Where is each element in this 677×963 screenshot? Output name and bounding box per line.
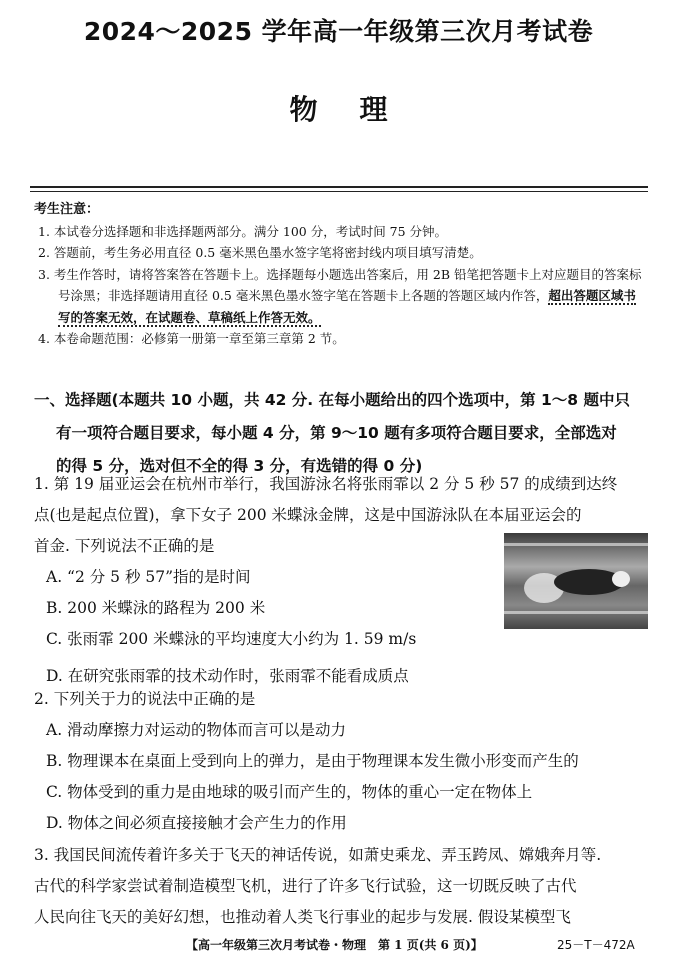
- question-3: [34, 840, 654, 933]
- question-2-option-c: C. 物体受到的重力是由地球的吸引而产生的，物体的重心一定在物体上: [46, 783, 533, 801]
- photo-lane-line: [504, 611, 648, 614]
- question-2-option-b: B. 物理课本在桌面上受到向上的弹力，是由于物理课本发生微小形变而产生的: [46, 752, 579, 770]
- footer-paper-code: 25－T－472A: [557, 938, 635, 952]
- notice-item-3-emphasis: 超出答题区域书写的答案无效，在试题卷、草稿纸上作答无效。: [58, 288, 636, 325]
- question-2-option-a: A. 滑动摩擦力对运动的物体而言可以是动力: [46, 721, 347, 739]
- notice-item-3-text: 3. 考生作答时，请将答案答在答题卡上。选择题每小题选出答案后，用 2B 铅笔把答题卡上对应题目的答案标号涂黑；非选择题请用直径 0.5 毫米黑色墨水签字笔在答题卡上各题的答题区域内作答，: [38, 266, 642, 303]
- footer-page-info: 【高一年级第三次月考试卷・物理 第 1 页(共 6 页)】: [186, 938, 483, 952]
- exam-title: 2024～2025 学年高一年级第三次月考试卷: [83, 17, 594, 46]
- question-1-option-a: A. “2 分 5 秒 57”指的是时间: [46, 568, 251, 586]
- question-2-option-d: D. 物体之间必须直接接触才会产生力的作用: [46, 814, 347, 832]
- swimmer-photo: [504, 533, 648, 629]
- divider-thick: [30, 186, 648, 188]
- question-1-stem-line-2: 点(也是起点位置)，拿下女子 200 米蝶泳金牌，这是中国游泳队在本届亚运会的: [34, 506, 582, 524]
- question-3-stem-line-3: 人民向往飞天的美好幻想，也推动着人类飞行事业的起步与发展. 假设某模型飞: [34, 908, 571, 926]
- photo-swim-cap: [612, 571, 630, 587]
- question-3-stem-line-1: 3. 我国民间流传着许多关于飞天的神话传说，如萧史乘龙、弄玉跨凤、嫦娥奔月等.: [34, 846, 602, 864]
- divider-thin: [30, 191, 648, 192]
- subject-title: 物理: [289, 93, 430, 126]
- notice-heading: 考生注意：: [34, 202, 100, 217]
- notice-item-2: 2. 答题前，考生务必用直径 0.5 毫米黑色墨水签字笔将密封线内项目填写清楚。: [38, 245, 482, 260]
- question-1-option-b: B. 200 米蝶泳的路程为 200 米: [46, 599, 266, 617]
- question-3-stem-line-2: 古代的科学家尝试着制造模型飞机，进行了许多飞行试验，这一切既反映了古代: [34, 877, 577, 895]
- notice-item-1: 1. 本试卷分选择题和非选择题两部分。满分 100 分，考试时间 75 分钟。: [38, 223, 448, 239]
- notice-item-4: 4. 本卷命题范围：必修第一册第一章至第三章第 2 节。: [38, 331, 345, 346]
- question-1-stem-line-1: 1. 第 19 届亚运会在杭州市举行，我国游泳名将张雨霏以 2 分 5 秒 57 的成绩到达终: [34, 475, 618, 493]
- section-line-2: 有一项符合题目要求，每小题 4 分，第 9～10 题有多项符合题目要求，全部选对: [56, 424, 617, 442]
- question-1-option-c: C. 张雨霏 200 米蝶泳的平均速度大小约为 1. 59 m/s: [46, 630, 417, 648]
- question-1-stem-line-3: 首金. 下列说法不正确的是: [34, 537, 215, 555]
- question-2: [34, 684, 654, 839]
- photo-lane-line: [504, 543, 648, 546]
- question-2-stem: 2. 下列关于力的说法中正确的是: [34, 690, 256, 708]
- section-line-3: 的得 5 分，选对但不全的得 3 分，有选错的得 0 分): [56, 457, 423, 475]
- notice-block: [34, 199, 648, 350]
- question-1-option-d: D. 在研究张雨霏的技术动作时，张雨霏不能看成质点: [46, 667, 409, 685]
- notice-item-3: [34, 264, 648, 329]
- section-line-1: 一、选择题(本题共 10 小题，共 42 分. 在每小题给出的四个选项中，第 1～8 题中只: [34, 391, 630, 409]
